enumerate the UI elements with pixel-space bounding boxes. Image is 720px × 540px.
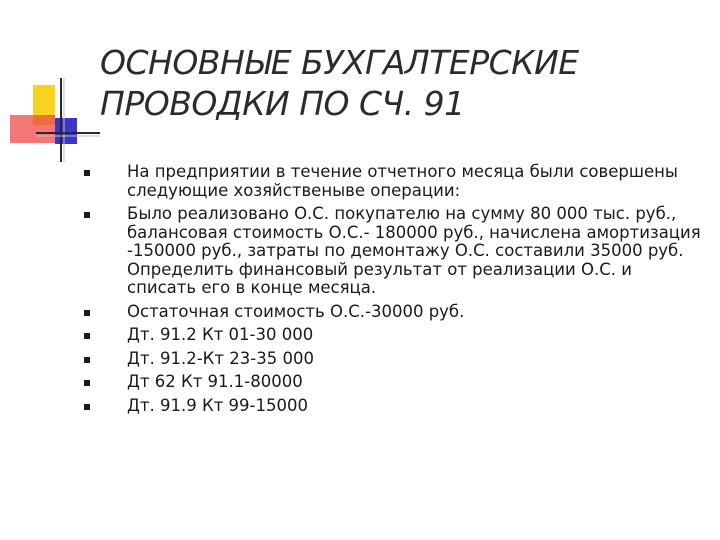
bullet-text: Было реализовано О.С. покупателю на сумму 80 000 тыс. руб., балансовая стоимость О.С.- 180000 руб., начислена амортизация -150000 руб., затраты по демонтажу О.С. составили 35000 руб. Определить финансовый результат от реализации О.С. и списать его в конце месяца. [127,204,701,297]
bullet-text: Дт 62 Кт 91.1-80000 [127,372,303,391]
square-bullet-icon [84,170,90,176]
square-bullet-icon [84,310,90,316]
bullet-item [84,163,704,200]
bullet-item [84,397,704,416]
bullet-item [84,350,704,369]
square-bullet-icon [84,357,90,363]
red-bar [10,115,55,143]
square-bullet-icon [84,212,90,218]
bullet-item [84,326,704,345]
bullet-item [84,373,704,392]
square-bullet-icon [84,380,90,386]
bullet-item [84,205,704,298]
bullet-text: Остаточная стоимость О.С.-30000 руб. [127,301,465,321]
square-bullet-icon [84,333,90,339]
bullet-item [84,303,704,322]
square-bullet-icon [84,404,90,410]
bullet-list [84,163,704,420]
decorative-logo-squares [0,0,110,170]
bullet-text: Дт. 91.2-Кт 23-35 000 [127,348,314,368]
bullet-text: На предприятии в течение отчетного месяца были совершены следующие хозяйственыве операции: [127,162,678,200]
bullet-text: Дт. 91.9 Кт 99-15000 [127,395,308,415]
bullet-text: Дт. 91.2 Кт 01-30 000 [127,325,314,344]
blue-square [55,118,77,144]
slide-title: ОСНОВНЫЕ БУХГАЛТЕРСКИЕ ПРОВОДКИ ПО СЧ. 91 [100,43,579,123]
